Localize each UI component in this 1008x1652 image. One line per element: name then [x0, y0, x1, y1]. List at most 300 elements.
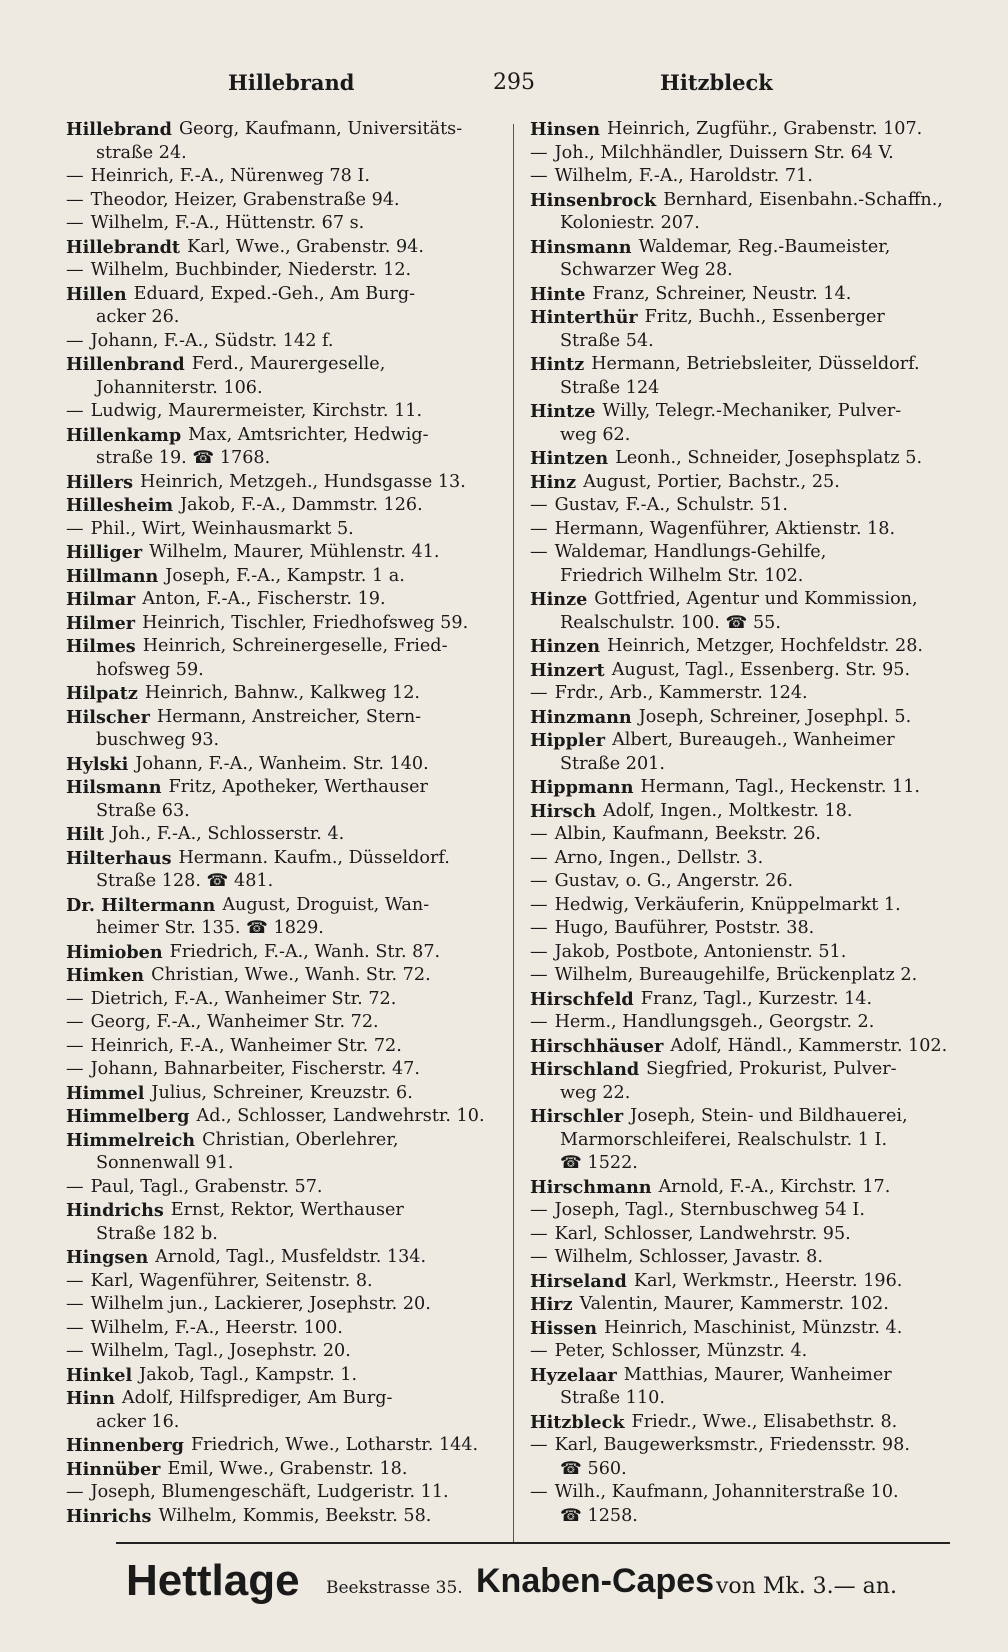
- directory-entry: [530, 283, 968, 307]
- directory-entry: [66, 776, 500, 800]
- directory-entry: [530, 353, 968, 377]
- entry-details: Johann, F.-A., Wanheim. Str. 140.: [135, 753, 429, 774]
- directory-entry: [66, 894, 500, 918]
- entry-details: Joseph, Schreiner, Josephpl. 5.: [638, 706, 912, 727]
- entry-details: Paul, Tagl., Grabenstr. 57.: [90, 1176, 323, 1197]
- directory-entry: [530, 1011, 968, 1035]
- entry-details: Heinrich, Tischler, Friedhofsweg 59.: [142, 612, 469, 633]
- entry-details: hofsweg 59.: [96, 659, 204, 680]
- entry-surname: Hilsmann: [66, 777, 162, 798]
- ditto-dash: —: [66, 401, 84, 421]
- entry-details: Gustav, o. G., Angerstr. 26.: [554, 871, 794, 891]
- directory-entry: [530, 189, 968, 213]
- entry-details: Wilhelm jun., Lackierer, Josephstr. 20.: [90, 1294, 431, 1314]
- directory-entry: [66, 1152, 500, 1176]
- entry-surname: Hindrichs: [66, 1200, 164, 1221]
- directory-entry: [530, 682, 968, 706]
- directory-entry: [66, 142, 500, 166]
- entry-details: Ferd., Maurergeselle,: [191, 354, 386, 374]
- ditto-dash: —: [530, 518, 548, 539]
- entry-details: ☎ 560.: [560, 1458, 627, 1479]
- ditto-dash: —: [530, 871, 548, 891]
- running-head-right: Hitzbleck: [660, 70, 773, 95]
- directory-entry: [66, 612, 500, 636]
- ditto-dash: —: [530, 824, 548, 844]
- entry-surname: Hilmes: [66, 636, 136, 657]
- ditto-dash: —: [530, 1200, 548, 1220]
- directory-entry: [530, 964, 968, 988]
- entry-details: Ludwig, Maurermeister, Kirchstr. 11.: [90, 401, 423, 421]
- ditto-dash: —: [66, 1341, 84, 1361]
- running-head-left: Hillebrand: [228, 70, 355, 95]
- directory-entry: [530, 988, 968, 1012]
- directory-entry: [530, 1317, 968, 1341]
- entry-surname: Hirsch: [530, 800, 596, 822]
- directory-entry: [66, 682, 500, 706]
- entry-details: Heinrich, Metzger, Hochfeldstr. 28.: [607, 636, 923, 656]
- entry-details: Arno, Ingen., Dellstr. 3.: [554, 847, 764, 868]
- entry-surname: Hintze: [530, 401, 596, 422]
- ditto-dash: —: [66, 518, 84, 539]
- directory-entry: [66, 635, 500, 659]
- entry-surname: Hinsenbrock: [530, 189, 657, 211]
- ditto-dash: —: [66, 1294, 84, 1314]
- directory-entry: [66, 917, 500, 941]
- entry-surname: Hilmar: [66, 589, 136, 610]
- directory-entry: [66, 1035, 500, 1059]
- entry-surname: Hirschler: [530, 1106, 624, 1127]
- directory-entry: [530, 1223, 968, 1247]
- directory-entry: [530, 1364, 968, 1388]
- directory-entry: [530, 1434, 968, 1458]
- entry-details: straße 19. ☎ 1768.: [96, 448, 271, 468]
- entry-details: Friedr., Wwe., Elisabethstr. 8.: [631, 1411, 898, 1432]
- entry-surname: Hinzmann: [530, 706, 632, 728]
- entry-details: Heinrich, F.-A., Wanheimer Str. 72.: [90, 1035, 402, 1056]
- entry-surname: Hirseland: [530, 1270, 627, 1292]
- directory-entry: [66, 330, 500, 354]
- directory-entry: [66, 706, 500, 730]
- entry-details: Siegfried, Prokurist, Pulver-: [646, 1059, 897, 1079]
- entry-details: heimer Str. 135. ☎ 1829.: [96, 918, 324, 938]
- entry-details: Hedwig, Verkäuferin, Knüppelmarkt 1.: [554, 894, 901, 915]
- entry-details: Hermann, Betriebsleiter, Düsseldorf.: [591, 354, 920, 374]
- entry-details: straße 24.: [96, 142, 187, 163]
- directory-entry: [66, 1387, 500, 1411]
- directory-entry: [530, 1176, 968, 1200]
- advert-rule: [116, 1542, 950, 1544]
- directory-entry: [530, 894, 968, 918]
- ditto-dash: —: [530, 965, 548, 985]
- directory-entry: [530, 753, 968, 777]
- entry-details: Theodor, Heizer, Grabenstraße 94.: [90, 189, 400, 210]
- entry-details: buschweg 93.: [96, 730, 220, 750]
- directory-entry: [66, 1411, 500, 1435]
- entry-details: Wilhelm, Maurer, Mühlenstr. 41.: [149, 542, 440, 562]
- directory-entry: [66, 259, 500, 283]
- directory-entry: [530, 659, 968, 683]
- entry-details: Arnold, Tagl., Musfeldstr. 134.: [155, 1247, 427, 1267]
- entry-surname: Hillebrand: [66, 119, 172, 140]
- directory-entry: [530, 1270, 968, 1294]
- directory-entry: [530, 236, 968, 260]
- ditto-dash: —: [530, 847, 548, 868]
- directory-entry: [66, 1058, 500, 1082]
- ditto-dash: —: [530, 918, 548, 938]
- directory-entry: [66, 447, 500, 471]
- entry-surname: Himioben: [66, 941, 163, 963]
- entry-details: Bernhard, Eisenbahn.-Schaffn.,: [663, 189, 943, 210]
- entry-details: Ad., Schlosser, Landwehrstr. 10.: [196, 1106, 485, 1126]
- directory-entry: [530, 1199, 968, 1223]
- entry-surname: Hinrichs: [66, 1505, 152, 1527]
- directory-entry: [66, 377, 500, 401]
- entry-surname: Hinze: [530, 589, 588, 610]
- directory-entry: [66, 1481, 500, 1505]
- directory-entry: [530, 118, 968, 142]
- ditto-dash: —: [530, 142, 548, 163]
- directory-entry: [66, 1340, 500, 1364]
- entry-details: Waldemar, Reg.-Baumeister,: [638, 236, 891, 257]
- advert-brand: Hettlage: [126, 1556, 300, 1605]
- ditto-dash: —: [530, 1223, 548, 1244]
- entry-details: Heinrich, Schreinergeselle, Fried-: [142, 636, 448, 656]
- entry-surname: Hillenkamp: [66, 424, 182, 446]
- ditto-dash: —: [530, 495, 548, 515]
- directory-entry: [530, 1105, 968, 1129]
- ditto-dash: —: [66, 166, 84, 186]
- entry-details: Anton, F.-A., Fischerstr. 19.: [142, 589, 386, 609]
- ditto-dash: —: [66, 330, 84, 351]
- directory-entry: [530, 1387, 968, 1411]
- entry-details: August, Tagl., Essenberg. Str. 95.: [611, 659, 911, 680]
- directory-entry: [530, 142, 968, 166]
- entry-surname: Hinterthür: [530, 307, 638, 328]
- directory-entry: [66, 941, 500, 965]
- directory-entry: [66, 236, 500, 260]
- entry-details: Joseph, Stein- und Bildhauerei,: [630, 1106, 908, 1126]
- entry-details: Joh., Milchhändler, Duissern Str. 64 V.: [554, 142, 894, 163]
- entry-surname: Hinzen: [530, 636, 601, 657]
- directory-entry: [66, 964, 500, 988]
- directory-entry: [66, 1129, 500, 1153]
- entry-details: Franz, Schreiner, Neustr. 14.: [592, 283, 852, 304]
- entry-surname: Himmelreich: [66, 1129, 196, 1151]
- entry-details: Hermann, Anstreicher, Stern-: [156, 706, 422, 727]
- directory-entry: [530, 612, 968, 636]
- ditto-dash: —: [530, 683, 548, 703]
- entry-details: Joseph, F.-A., Kampstr. 1 a.: [165, 565, 405, 586]
- directory-entry: [530, 1481, 968, 1505]
- entry-details: Fritz, Buchh., Essenberger: [644, 307, 885, 327]
- entry-details: Koloniestr. 207.: [560, 213, 700, 233]
- entry-details: Straße 182 b.: [96, 1223, 218, 1244]
- directory-entry: [66, 400, 500, 424]
- directory-entry: [66, 1176, 500, 1200]
- directory-entry: [66, 988, 500, 1012]
- directory-entry: [66, 1317, 500, 1341]
- directory-entry: [66, 118, 500, 142]
- directory-entry: [66, 1105, 500, 1129]
- entry-surname: Hilliger: [66, 542, 143, 563]
- entry-details: Adolf, Hilfsprediger, Am Burg-: [121, 1388, 393, 1408]
- ditto-dash: —: [530, 1247, 548, 1267]
- directory-entry: [66, 1199, 500, 1223]
- directory-entry: [530, 1246, 968, 1270]
- directory-entry: [66, 1458, 500, 1482]
- directory-entry: [530, 424, 968, 448]
- directory-entry: [66, 870, 500, 894]
- entry-details: Johann, Bahnarbeiter, Fischerstr. 47.: [90, 1059, 420, 1079]
- directory-entry: [530, 494, 968, 518]
- directory-entry: [66, 424, 500, 448]
- ditto-dash: —: [66, 1317, 84, 1338]
- directory-entry: [530, 306, 968, 330]
- directory-entry: [66, 1223, 500, 1247]
- directory-entry: [66, 494, 500, 518]
- entry-details: Jakob, Postbote, Antonienstr. 51.: [554, 941, 847, 962]
- entry-details: Karl, Wwe., Grabenstr. 94.: [187, 236, 424, 257]
- entry-details: Gottfried, Agentur und Kommission,: [594, 589, 918, 609]
- entry-details: Wilhelm, Schlosser, Javastr. 8.: [554, 1247, 823, 1267]
- directory-entry: [530, 1082, 968, 1106]
- entry-details: Heinrich, Metzgeh., Hundsgasse 13.: [140, 471, 466, 492]
- entry-details: Georg, F.-A., Wanheimer Str. 72.: [90, 1012, 379, 1032]
- entry-details: Hugo, Bauführer, Poststr. 38.: [554, 918, 815, 938]
- entry-details: Friedrich, Wwe., Lotharstr. 144.: [190, 1435, 479, 1455]
- entry-details: Eduard, Exped.-Geh., Am Burg-: [133, 283, 416, 304]
- directory-entry: [530, 1035, 968, 1059]
- entry-details: Max, Amtsrichter, Hedwig-: [188, 424, 429, 445]
- entry-details: Waldemar, Handlungs-Gehilfe,: [554, 542, 827, 562]
- directory-entry: [530, 588, 968, 612]
- ditto-dash: —: [66, 213, 84, 233]
- entry-details: Albin, Kaufmann, Beekstr. 26.: [554, 824, 821, 844]
- entry-surname: Hirschmann: [530, 1176, 652, 1198]
- entry-surname: Hitzbleck: [530, 1411, 625, 1433]
- entry-surname: Hinsen: [530, 119, 600, 140]
- entry-details: Johann, F.-A., Südstr. 142 f.: [90, 330, 334, 351]
- entry-surname: Hinnüber: [66, 1458, 161, 1480]
- directory-entry: [66, 353, 500, 377]
- entry-details: Karl, Werkmstr., Heerstr. 196.: [633, 1270, 903, 1291]
- ditto-dash: —: [530, 894, 548, 915]
- ditto-dash: —: [530, 1482, 548, 1502]
- entry-details: Straße 201.: [560, 753, 665, 774]
- entry-details: Dietrich, F.-A., Wanheimer Str. 72.: [90, 988, 397, 1009]
- ditto-dash: —: [66, 260, 84, 280]
- entry-details: Gustav, F.-A., Schulstr. 51.: [554, 495, 789, 515]
- entry-details: Franz, Tagl., Kurzestr. 14.: [640, 988, 873, 1009]
- entry-surname: Hylski: [66, 753, 129, 775]
- directory-entry: [66, 800, 500, 824]
- entry-details: Julius, Schreiner, Kreuzstr. 6.: [151, 1082, 413, 1103]
- entry-details: Albert, Bureaugeh., Wanheimer: [612, 730, 895, 750]
- ditto-dash: —: [66, 1059, 84, 1079]
- entry-details: Fritz, Apotheker, Werthauser: [168, 777, 428, 797]
- entry-details: ☎ 1522.: [560, 1153, 638, 1173]
- entry-details: Straße 110.: [560, 1388, 665, 1408]
- entry-details: Straße 63.: [96, 800, 190, 821]
- ditto-dash: —: [66, 1035, 84, 1056]
- directory-entry: [530, 541, 968, 565]
- directory-entry: [66, 823, 500, 847]
- entry-details: Christian, Oberlehrer,: [202, 1129, 399, 1150]
- directory-entry: [66, 729, 500, 753]
- entry-details: August, Portier, Bachstr., 25.: [583, 471, 840, 492]
- advertisement: [126, 1556, 926, 1616]
- entry-details: Joh., F.-A., Schlosserstr. 4.: [111, 824, 345, 844]
- entry-details: acker 16.: [96, 1411, 180, 1432]
- entry-surname: Hippmann: [530, 777, 634, 798]
- entry-details: Valentin, Maurer, Kammerstr. 102.: [579, 1294, 889, 1314]
- directory-entry: [530, 1058, 968, 1082]
- directory-entry: [530, 518, 968, 542]
- directory-entry: [66, 1293, 500, 1317]
- entry-details: Willy, Telegr.-Mechaniker, Pulver-: [602, 401, 902, 421]
- advert-address: Beekstrasse 35.: [326, 1578, 463, 1598]
- directory-entry: [530, 212, 968, 236]
- entry-surname: Hirz: [530, 1294, 573, 1315]
- ditto-dash: —: [66, 1482, 84, 1502]
- entry-details: Joseph, Blumengeschäft, Ludgeristr. 11.: [90, 1482, 449, 1502]
- directory-entry: [530, 1458, 968, 1482]
- directory-entry: [66, 1270, 500, 1294]
- entry-details: Wilhelm, F.-A., Hüttenstr. 67 s.: [90, 213, 365, 233]
- entry-surname: Hillebrandt: [66, 236, 181, 258]
- entry-surname: Hinnenberg: [66, 1435, 184, 1456]
- entry-details: Johanniterstr. 106.: [96, 377, 263, 398]
- directory-entry: [530, 847, 968, 871]
- directory-entry: [530, 330, 968, 354]
- directory-entry: [66, 189, 500, 213]
- entry-surname: Hillen: [66, 283, 127, 305]
- entry-surname: Hinzert: [530, 659, 605, 681]
- directory-entry: [530, 1293, 968, 1317]
- entry-surname: Himmel: [66, 1082, 145, 1104]
- directory-entry: [530, 870, 968, 894]
- entry-details: Heinrich, Maschinist, Münzstr. 4.: [604, 1317, 903, 1338]
- directory-entry: [66, 212, 500, 236]
- directory-entry: [66, 471, 500, 495]
- entry-details: Marmorschleiferei, Realschulstr. 1 I.: [560, 1129, 888, 1150]
- entry-surname: Hillesheim: [66, 495, 174, 516]
- entry-surname: Hintz: [530, 354, 585, 375]
- directory-entry: [530, 823, 968, 847]
- entry-details: Heinrich, Bahnw., Kalkweg 12.: [144, 683, 420, 703]
- directory-entry: [530, 1340, 968, 1364]
- entry-details: Christian, Wwe., Wanh. Str. 72.: [151, 965, 431, 985]
- entry-surname: Hilterhaus: [66, 847, 172, 869]
- entry-details: Arnold, F.-A., Kirchstr. 17.: [658, 1176, 891, 1197]
- directory-entry: [530, 165, 968, 189]
- ditto-dash: —: [530, 1435, 548, 1455]
- directory-entry: [66, 659, 500, 683]
- ditto-dash: —: [530, 1341, 548, 1361]
- page-number: 295: [493, 70, 535, 95]
- entry-surname: Hintzen: [530, 448, 609, 469]
- directory-entry: [66, 588, 500, 612]
- ditto-dash: —: [530, 1012, 548, 1032]
- column-divider: [513, 124, 514, 1544]
- entry-surname: Hingsen: [66, 1247, 149, 1268]
- entry-details: August, Droguist, Wan-: [222, 894, 430, 915]
- directory-entry: [66, 306, 500, 330]
- entry-surname: Hilscher: [66, 706, 150, 728]
- directory-entry: [530, 447, 968, 471]
- entry-details: Karl, Wagenführer, Seitenstr. 8.: [90, 1270, 373, 1291]
- entry-details: Friedrich Wilhelm Str. 102.: [560, 565, 804, 586]
- entry-surname: Hissen: [530, 1317, 598, 1339]
- entry-details: Emil, Wwe., Grabenstr. 18.: [167, 1458, 408, 1479]
- entry-surname: Hippler: [530, 730, 606, 751]
- entry-details: Wilhelm, Kommis, Beekstr. 58.: [158, 1505, 432, 1526]
- entry-surname: Hillmann: [66, 565, 159, 587]
- entry-surname: Hinz: [530, 471, 577, 493]
- entry-details: Wilhelm, Bureaugehilfe, Brückenplatz 2.: [554, 965, 918, 985]
- entry-details: Wilhelm, F.-A., Heerstr. 100.: [90, 1317, 343, 1338]
- entry-surname: Hirschfeld: [530, 988, 634, 1010]
- entry-details: Wilhelm, F.-A., Haroldstr. 71.: [554, 166, 813, 186]
- entry-surname: Hirschland: [530, 1059, 640, 1080]
- directory-entry: [66, 1434, 500, 1458]
- entry-details: Realschulstr. 100. ☎ 55.: [560, 612, 781, 633]
- directory-entry: [530, 800, 968, 824]
- entry-surname: Hinsmann: [530, 236, 632, 258]
- directory-entry: [530, 565, 968, 589]
- entry-surname: Hilmer: [66, 612, 136, 634]
- directory-entry: [66, 518, 500, 542]
- directory-entry: [530, 400, 968, 424]
- entry-surname: Hyzelaar: [530, 1364, 617, 1386]
- directory-entry: [66, 1082, 500, 1106]
- directory-entry: [530, 377, 968, 401]
- entry-surname: Dr. Hiltermann: [66, 894, 216, 916]
- entry-details: Adolf, Ingen., Moltkestr. 18.: [603, 800, 853, 821]
- directory-entry: [530, 729, 968, 753]
- entry-details: Matthias, Maurer, Wanheimer: [623, 1364, 892, 1385]
- entry-surname: Himmelberg: [66, 1106, 190, 1127]
- entry-details: Adolf, Händl., Kammerstr. 102.: [670, 1035, 948, 1056]
- entry-details: Leonh., Schneider, Josephsplatz 5.: [615, 448, 923, 468]
- directory-entry: [530, 776, 968, 800]
- directory-entry: [530, 706, 968, 730]
- entry-details: Jakob, Tagl., Kampstr. 1.: [139, 1364, 358, 1385]
- directory-entry: [66, 1505, 500, 1529]
- ditto-dash: —: [66, 189, 84, 210]
- entry-details: Sonnenwall 91.: [96, 1153, 234, 1173]
- directory-entry: [530, 1411, 968, 1435]
- ditto-dash: —: [66, 1012, 84, 1032]
- ditto-dash: —: [66, 988, 84, 1009]
- directory-entry: [530, 1129, 968, 1153]
- ditto-dash: —: [66, 1176, 84, 1197]
- entry-details: Ernst, Rektor, Werthauser: [170, 1200, 404, 1220]
- entry-details: Karl, Schlosser, Landwehrstr. 95.: [554, 1223, 851, 1244]
- entry-details: Straße 128. ☎ 481.: [96, 871, 274, 891]
- entry-details: ☎ 1258.: [560, 1505, 638, 1526]
- entry-details: Jakob, F.-A., Dammstr. 126.: [180, 495, 423, 515]
- right-column: [530, 118, 968, 1528]
- ditto-dash: —: [66, 1270, 84, 1291]
- entry-details: Schwarzer Weg 28.: [560, 260, 733, 280]
- entry-details: Wilh., Kaufmann, Johanniterstraße 10.: [554, 1482, 899, 1502]
- directory-entry: [66, 283, 500, 307]
- entry-details: Hermann, Wagenführer, Aktienstr. 18.: [554, 518, 896, 539]
- ditto-dash: —: [530, 166, 548, 186]
- entry-details: Joseph, Tagl., Sternbuschweg 54 I.: [554, 1200, 865, 1220]
- entry-details: weg 22.: [560, 1082, 631, 1103]
